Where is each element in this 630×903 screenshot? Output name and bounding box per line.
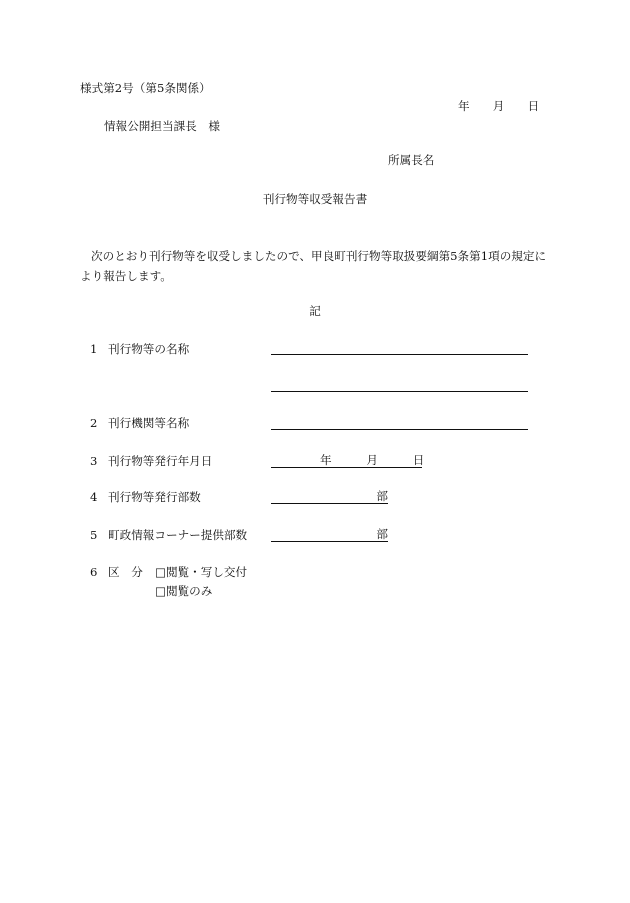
item-1-label: 刊行物等の名称 — [108, 342, 190, 356]
option-view-only: □閲覧のみ — [155, 584, 213, 598]
item-5-label: 町政情報コーナー提供部数 — [108, 528, 248, 542]
sender-label: 所属長名 — [388, 153, 435, 167]
item-3-label: 刊行物等発行年月日 — [108, 454, 213, 468]
item-1-number: 1 — [90, 342, 98, 356]
provided-copies-field: 部 — [271, 527, 388, 542]
item-3-number: 3 — [90, 454, 98, 468]
ki-heading: 記 — [309, 304, 321, 318]
date-line: 年 月 日 — [458, 99, 540, 113]
form-number: 様式第2号（第5条関係） — [80, 81, 211, 95]
item-6-number: 6 — [90, 565, 98, 579]
body-line-1: 次のとおり刊行物等を収受しましたので、甲良町刊行物等取扱要綱第5条第1項の規定に — [91, 249, 547, 263]
item-6-label: 区 分 — [108, 565, 143, 579]
item-2-label: 刊行機関等名称 — [108, 416, 190, 430]
document-title: 刊行物等収受報告書 — [262, 192, 368, 206]
item-5-number: 5 — [90, 528, 98, 542]
publication-name-blank-line-2 — [271, 391, 528, 392]
body-line-2: より報告します。 — [80, 269, 172, 283]
issue-date-field: 年 月 日 — [271, 453, 422, 468]
publication-name-blank-line-1 — [271, 354, 528, 355]
option-view-and-copy: □閲覧・写し交付 — [155, 565, 248, 579]
issue-copies-field: 部 — [271, 489, 388, 504]
addressee: 情報公開担当課長 様 — [104, 119, 220, 133]
item-4-label: 刊行物等発行部数 — [108, 490, 201, 504]
item-4-number: 4 — [90, 490, 98, 504]
item-2-number: 2 — [90, 416, 98, 430]
agency-name-blank-line — [271, 429, 528, 430]
